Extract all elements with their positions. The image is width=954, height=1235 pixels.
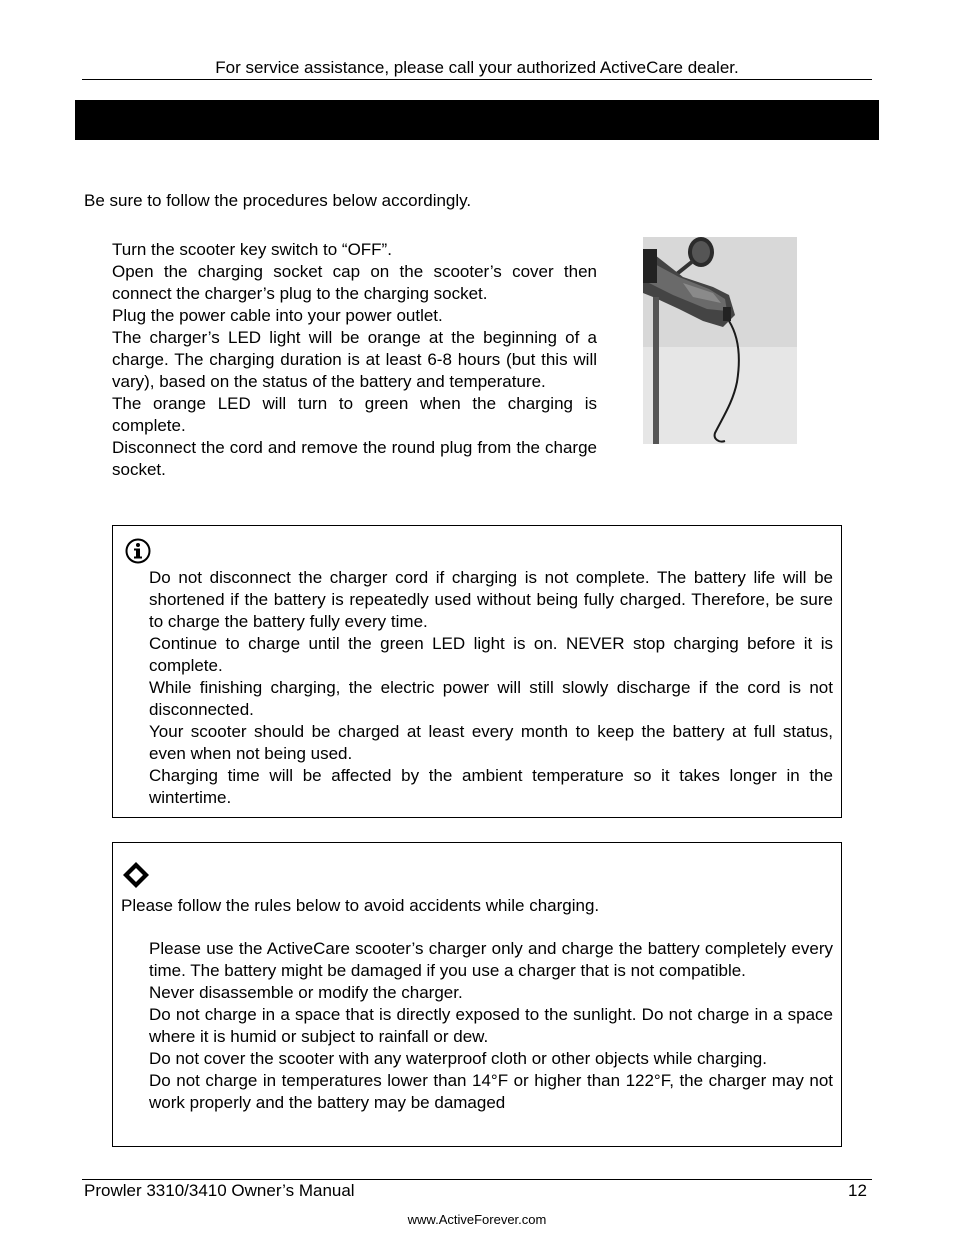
header-service-note: For service assistance, please call your authorized ActiveCare dealer. (215, 58, 739, 77)
note-item: Do not disconnect the charger cord if charging is not complete. The battery life will be shortened if the battery is repeatedly used without being fully charged. Therefore, be sure to charge the battery fully every time. (149, 568, 833, 631)
warning-list (149, 938, 833, 1114)
section-title-bar (75, 100, 879, 140)
header-divider (82, 79, 872, 80)
note-item: While finishing charging, the electric power will still slowly discharge if the cord is not disconnected. (149, 678, 833, 719)
charger-photo (643, 237, 797, 444)
step-item: The charger’s LED light will be orange at the beginning of a charge. The charging duration is at least 6-8 hours (but this will vary), based on the status of the battery and temperature. (112, 328, 597, 391)
page-number: 12 (848, 1181, 867, 1200)
note-box (112, 525, 842, 818)
warning-item: Never disassemble or modify the charger. (149, 983, 463, 1002)
intro-text: Be sure to follow the procedures below accordingly. (84, 191, 472, 210)
warning-diamond-icon (121, 860, 151, 890)
warning-item: Do not charge in a space that is directly exposed to the sunlight. Do not charge in a space where it is humid or subject to rainfall or dew. (149, 1005, 833, 1046)
footer-divider (82, 1179, 872, 1180)
note-item: Your scooter should be charged at least every month to keep the battery at full status, even when not being used. (149, 722, 833, 763)
scooter-charging-illustration (643, 237, 797, 444)
footer-website: www.ActiveForever.com (407, 1212, 547, 1227)
step-item: Turn the scooter key switch to “OFF”. (112, 240, 392, 259)
footer-manual-title: Prowler 3310/3410 Owner’s Manual (84, 1181, 355, 1200)
warning-item: Do not charge in temperatures lower than 14°F or higher than 122°F, the charger may not work properly and the battery may be damaged (149, 1071, 833, 1112)
step-item: Disconnect the cord and remove the round plug from the charge socket. (112, 438, 597, 479)
step-item: Plug the power cable into your power outlet. (112, 306, 443, 325)
info-icon (125, 538, 151, 564)
warning-item: Please use the ActiveCare scooter’s charger only and charge the battery completely every time. The battery might be damaged if you use a charger that is not compatible. (149, 939, 833, 980)
charging-steps (112, 239, 597, 481)
note-list (149, 567, 833, 809)
step-item: The orange LED will turn to green when the charging is complete. (112, 394, 597, 435)
note-item: Charging time will be affected by the ambient temperature so it takes longer in the wintertime. (149, 766, 833, 807)
warning-lead-text: Please follow the rules below to avoid accidents while charging. (121, 896, 600, 915)
note-item: Continue to charge until the green LED light is on. NEVER stop charging before it is complete. (149, 634, 833, 675)
warning-box (112, 842, 842, 1147)
step-item: Open the charging socket cap on the scooter’s cover then connect the charger’s plug to the charging socket. (112, 262, 597, 303)
warning-item: Do not cover the scooter with any waterproof cloth or other objects while charging. (149, 1049, 767, 1068)
